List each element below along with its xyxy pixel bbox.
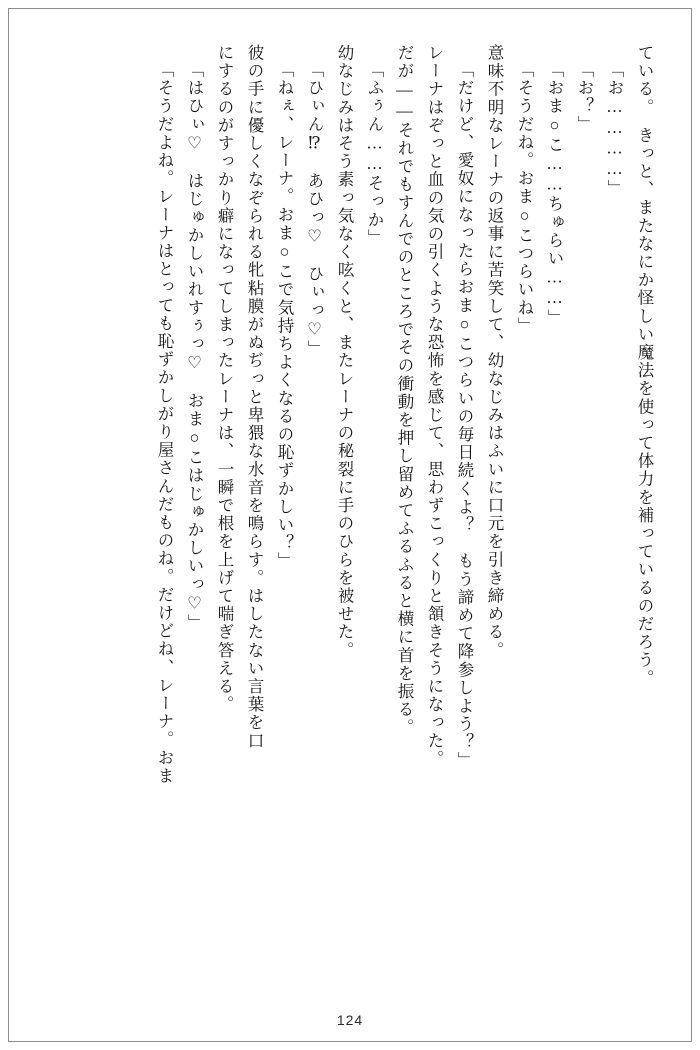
text-line: 「ねぇ、レーナ。おま○こで気持ちよくなるの恥ずかしい？」 (275, 61, 294, 571)
text-line: 彼の手に優しくなぞられる牝粘膜がぬぢっと卑猥な水音を鳴らす。はしたない言葉を口 (245, 44, 264, 750)
text-line: 「お…………」 (605, 61, 624, 198)
text-line: レーナはぞっと血の気の引くような恐怖を感じて、思わずこっくりと頷きそうになった。 (425, 44, 444, 768)
text-line: 「おま○こ……ちゅらい……」 (545, 61, 564, 327)
text-line: 「ふぅん……そっか」 (365, 61, 384, 247)
text-line: ている。 きっと、またなにか怪しい魔法を使って体力を補っているのだろう。 (635, 44, 654, 688)
page-number: 124 (336, 1012, 364, 1028)
text-line: 「ひぃん⁉ あひっ♡ ひぃっ♡」 (305, 61, 324, 359)
text-line: にするのがすっかり癖になってしまったレーナは、一瞬で根を上げて喘ぎ答える。 (215, 44, 234, 714)
text-line: 「そうだよね。レーナはとっても恥ずかしがり屋さんだものね。だけどね、レーナ。おま (155, 61, 174, 785)
text-line: 意味不明なレーナの返事に苦笑して、幼なじみはふいに口元を引き締める。 (485, 44, 504, 660)
vertical-text-block (52, 44, 652, 974)
text-line: 「だけど、愛奴になったらおま○こつらいの毎日続くよ？ もう諦めて降参しよう？」 (455, 61, 474, 770)
text-line: 「そうだね。おま○こつらいね」 (515, 61, 534, 335)
text-line: 「はひぃ♡ はじゅかしいれすぅっ♡ おま○こはじゅかしいっ♡」 (185, 61, 204, 633)
text-line: 「お？」 (575, 61, 594, 134)
text-line: だが――それでもすんでのところでその衝動を押し留めてふるふると横に首を振る。 (395, 44, 414, 737)
text-line: 幼なじみはそう素っ気なく呟くと、またレーナの秘裂に手のひらを被せた。 (335, 44, 354, 660)
